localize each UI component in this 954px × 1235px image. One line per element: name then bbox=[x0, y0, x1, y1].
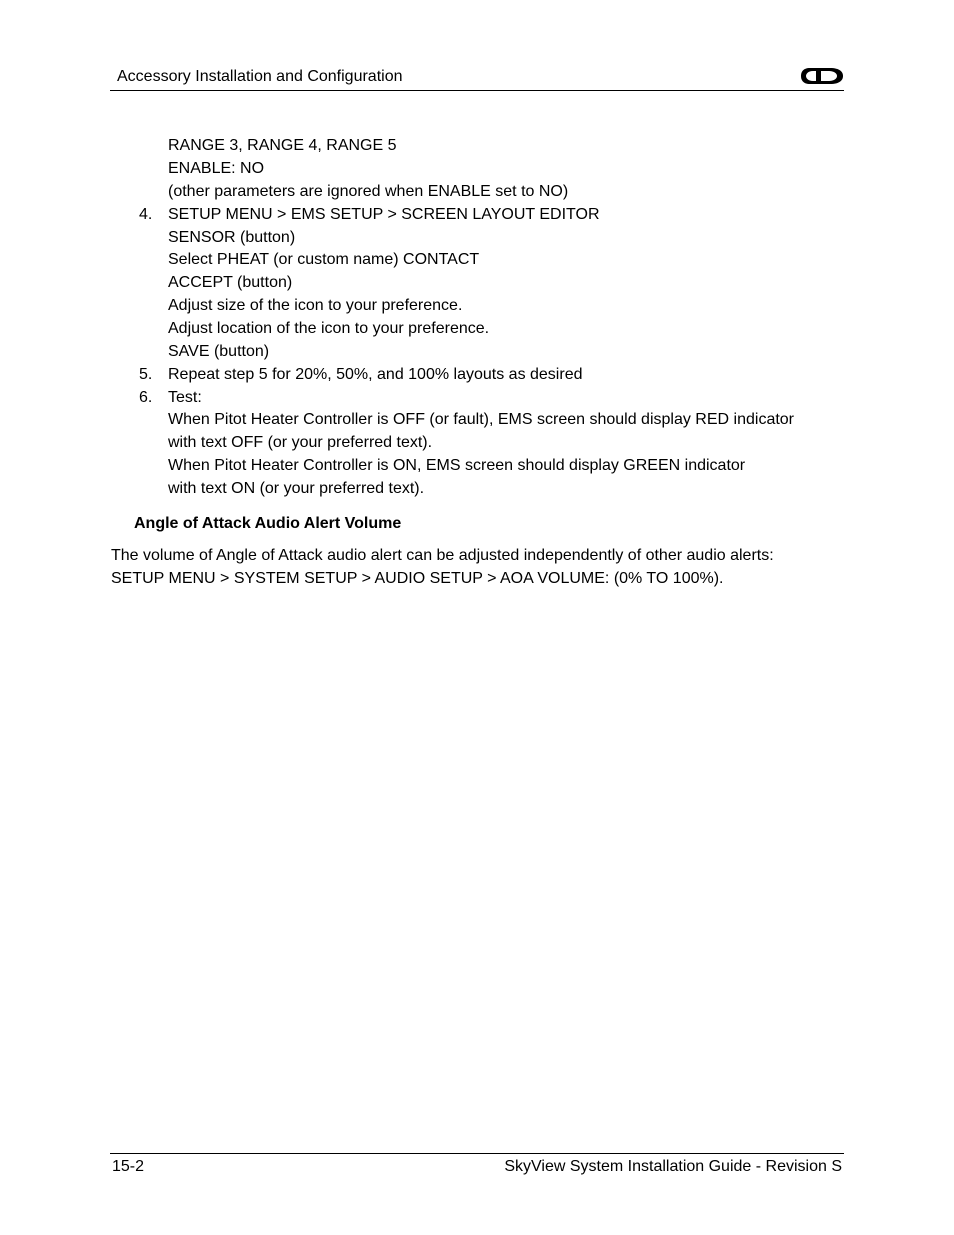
page-footer bbox=[110, 1153, 844, 1182]
step-line: When Pitot Heater Controller is ON, EMS screen should display GREEN indicator bbox=[168, 457, 746, 474]
header-title: Accessory Installation and Configuration bbox=[117, 68, 403, 85]
step-line: Select PHEAT (or custom name) CONTACT bbox=[168, 251, 480, 268]
section-heading: Angle of Attack Audio Alert Volume bbox=[134, 515, 402, 532]
step-line: ACCEPT (button) bbox=[168, 274, 293, 291]
section-paragraph-line: SETUP MENU > SYSTEM SETUP > AUDIO SETUP > AOA VOLUME: (0% TO 100%). bbox=[111, 570, 724, 587]
footer-page-number: 15-2 bbox=[112, 1158, 145, 1175]
step-number: 6. bbox=[139, 389, 153, 406]
section-paragraph-line: The volume of Angle of Attack audio alert can be adjusted independently of other audio alerts: bbox=[111, 547, 774, 564]
step-line: SAVE (button) bbox=[168, 343, 270, 360]
step-number: 5. bbox=[139, 366, 153, 383]
step-line: with text ON (or your preferred text). bbox=[168, 480, 425, 497]
step-line: Repeat step 5 for 20%, 50%, and 100% layouts as desired bbox=[168, 366, 583, 383]
step-number: 4. bbox=[139, 206, 153, 223]
step-line: Adjust size of the icon to your preference. bbox=[168, 297, 463, 314]
step-line: Test: bbox=[168, 389, 202, 406]
continuation-line: RANGE 3, RANGE 4, RANGE 5 bbox=[168, 137, 397, 154]
step-line: When Pitot Heater Controller is OFF (or fault), EMS screen should display RED indicator bbox=[168, 411, 795, 428]
step-line: SETUP MENU > EMS SETUP > SCREEN LAYOUT EDITOR bbox=[168, 206, 600, 223]
step-line: SENSOR (button) bbox=[168, 229, 296, 246]
step-line: with text OFF (or your preferred text). bbox=[168, 434, 433, 451]
continuation-line: (other parameters are ignored when ENABLE set to NO) bbox=[168, 183, 569, 200]
footer-doc-title: SkyView System Installation Guide - Revision S bbox=[504, 1158, 842, 1175]
continuation-line: ENABLE: NO bbox=[168, 160, 265, 177]
page-header bbox=[110, 62, 844, 91]
step-line: Adjust location of the icon to your preference. bbox=[168, 320, 490, 337]
dynon-logo-icon bbox=[800, 66, 844, 86]
